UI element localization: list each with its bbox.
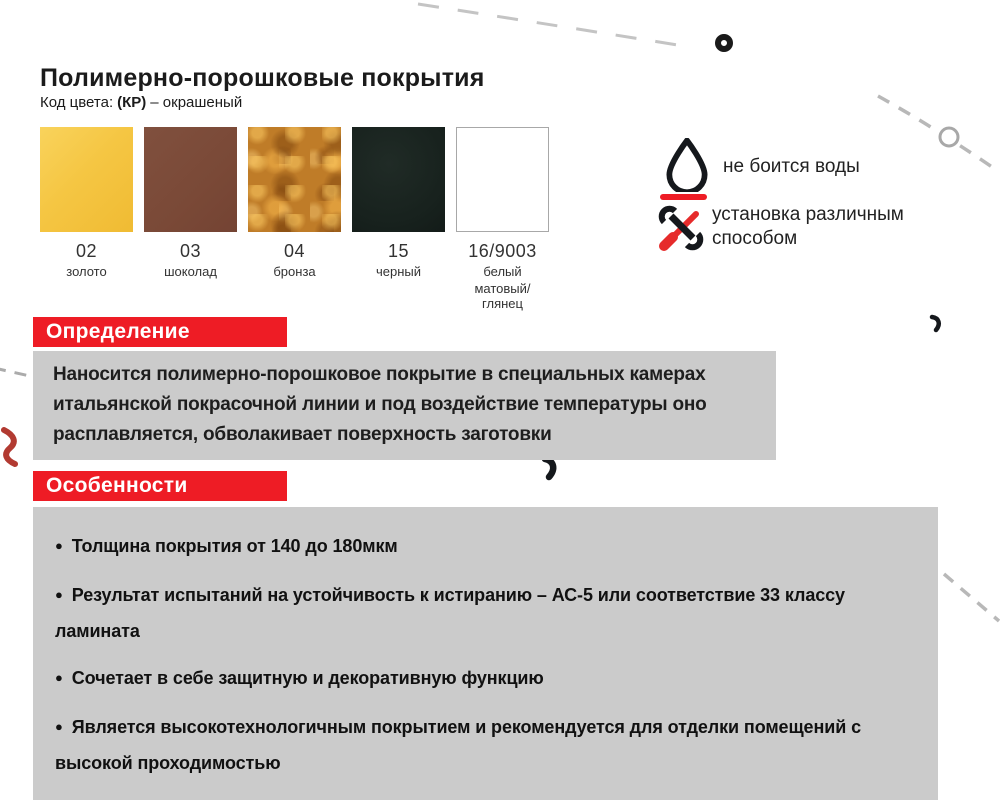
features-list-block: [33, 507, 938, 800]
red-underline: [660, 194, 707, 200]
swatch-name: черный: [375, 264, 422, 279]
swatch-black: [352, 127, 445, 311]
features-heading: Особенности: [33, 471, 287, 501]
swatch-name: золото: [66, 264, 107, 279]
comma-mark-small: [932, 317, 939, 330]
swatch-name: шоколад: [164, 264, 217, 279]
features-list: [55, 529, 916, 780]
ring-dot: [940, 128, 958, 146]
swatch-code: 03: [179, 241, 202, 261]
color-code-label: Код цвета:: [40, 94, 114, 111]
wrench-screwdriver-icon: [656, 204, 706, 252]
swatch-name: белый: [483, 264, 522, 279]
donut-dot: [718, 37, 730, 49]
color-code-line: [40, 94, 246, 111]
benefit-label-water: не боится воды: [723, 156, 860, 177]
swatch-black-chip: [352, 127, 445, 232]
swatch-code: 15: [387, 241, 410, 261]
definition-heading: Определение: [33, 317, 287, 347]
definition-text: Наносится полимерно-порошковое покрытие в специальных камерах итальянской покрасочной линии и под воздействие температуры оно расплавляется, обволакивает поверхность заготовки: [33, 351, 776, 460]
page-title: Полимерно-порошковые покрытия: [40, 64, 485, 92]
swatch-name: бронза: [273, 264, 316, 279]
dashes-left: [0, 368, 30, 376]
feature-item: ● Результат испытаний на устойчивость к истиранию – АС-5 или соответствие 33 классу ламината: [55, 578, 916, 648]
comma-mark-large: [545, 459, 553, 477]
feature-item: ● Сочетает в себе защитную и декоративную функцию: [55, 661, 916, 697]
feature-item: ● Является высокотехнологичным покрытием и рекомендуется для отделки помещений с высокой проходимостью: [55, 710, 916, 780]
red-squiggle-left: [4, 430, 15, 464]
swatch-code: 16/9003: [468, 241, 537, 261]
swatch-bronze-chip: [248, 127, 341, 232]
water-drop-icon: [664, 138, 710, 192]
benefit-label-installation: установка различным способом: [712, 204, 904, 249]
swatch-white-chip: [456, 127, 549, 232]
dashed-curve-right-top: [878, 96, 992, 167]
swatch-chocolate: [144, 127, 237, 311]
color-swatch-row: [40, 127, 549, 311]
swatch-white: [456, 127, 549, 311]
dashed-line-right-bottom: [944, 574, 999, 621]
dashed-curve-top: [418, 4, 690, 47]
swatch-gold-chip: [40, 127, 133, 232]
swatch-code: 02: [75, 241, 98, 261]
swatch-code: 04: [283, 241, 306, 261]
swatch-gold: [40, 127, 133, 311]
color-code-suffix: – окрашеный: [150, 94, 243, 111]
swatch-name-line2: матовый/глянец: [474, 281, 531, 311]
swatch-bronze: [248, 127, 341, 311]
swatch-chocolate-chip: [144, 127, 237, 232]
feature-item: ● Толщина покрытия от 140 до 180мкм: [55, 529, 916, 565]
color-code-value: (КР): [117, 94, 147, 111]
